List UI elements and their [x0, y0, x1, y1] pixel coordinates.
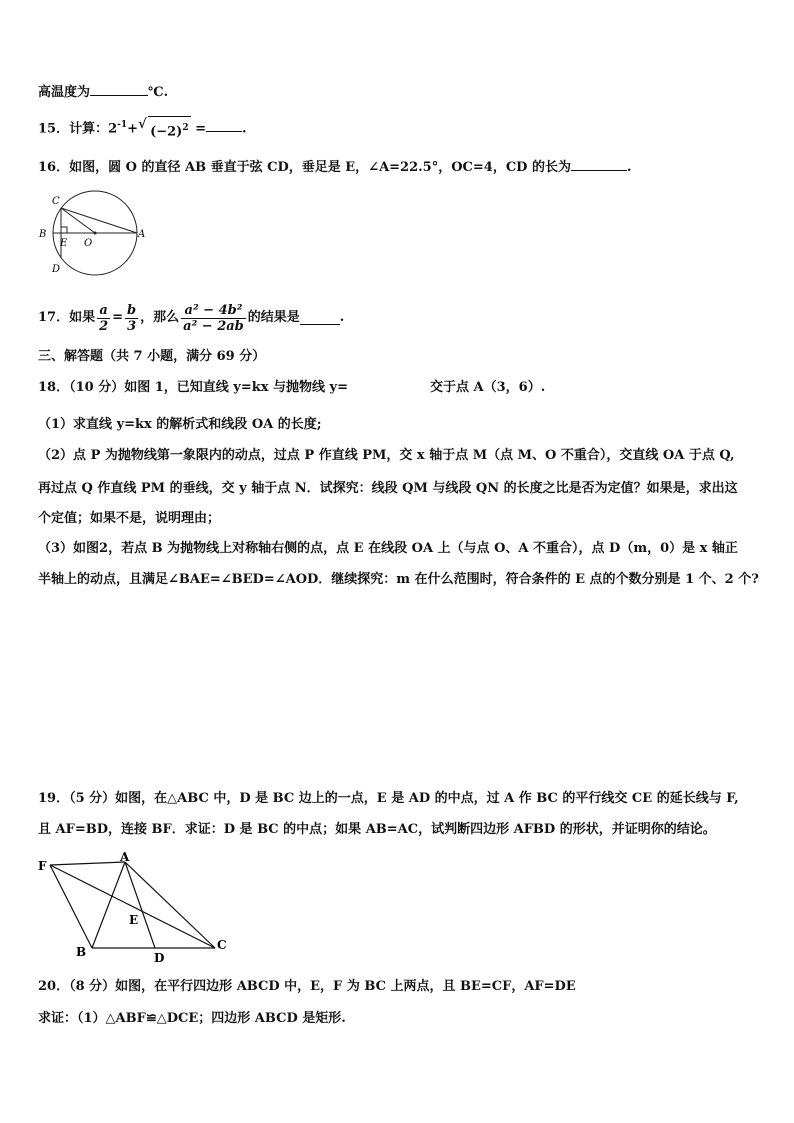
q18-part-3-line-2: 半轴上的动点，且满足∠BAE=∠BED=∠AOD．继续探究：m 在什么范围时，符合条件的 E 点的个数分别是 1 个、2 个?	[38, 572, 759, 587]
q14-text: 高温度为	[38, 85, 91, 100]
label-d: D	[154, 951, 165, 965]
segment-ac	[125, 862, 215, 948]
fraction-expression: $\frac{\text{a² − 4b²}}{\text{a² − 2ab}}$	[183, 302, 244, 334]
segment-fa	[50, 862, 125, 865]
label-o: O	[84, 238, 93, 249]
segment-fb	[50, 865, 92, 948]
q17-number: 17．如果	[38, 310, 96, 325]
q18-part-2-line-1: （2）点 P 为抛物线第一象限内的动点，过点 P 作直线 PM，交 x 轴于点 M（点 M、O 不重合），交直线 OA 于点 Q,	[38, 448, 735, 463]
right-angle-mark	[61, 227, 67, 233]
q15-radicand-exp: 2	[182, 123, 189, 134]
q15-label: 计算：	[69, 121, 109, 137]
q16-text: 16．如图，圆 O 的直径 AB 垂直于弦 CD，垂足是 E，∠A=22.5°，OC=4，CD 的长为	[38, 160, 571, 175]
segment-fc	[50, 865, 215, 948]
label-f: F	[38, 859, 47, 873]
q18-head	[38, 379, 545, 397]
q18-part-2-line-2: 再过点 Q 作直线 PM 的垂线，交 y 轴于点 N．试探究：线段 QM 与线段 QN 的长度之比是否为定值？如果是，求出这	[38, 481, 738, 496]
q15-number: 15．	[38, 121, 70, 137]
q18-part-2-line-3: 个定值；如果不是，说明理由；	[38, 511, 221, 526]
q15-plus: +	[127, 121, 139, 137]
q17-answer-blank[interactable]	[300, 311, 340, 325]
q18-head-text: 18．（10 分）如图 1，已知直线 y=kx 与抛物线 y=	[38, 380, 349, 395]
label-a: A	[120, 850, 130, 864]
q18-head-text-2: 交于点 A（3，6）.	[430, 380, 546, 395]
q17-equals: =	[112, 310, 124, 325]
q14-answer-blank[interactable]	[90, 82, 148, 96]
q16	[38, 157, 632, 177]
q14-tail	[38, 82, 168, 102]
segment-ca	[61, 208, 137, 233]
q17	[38, 298, 344, 338]
q19-parallelogram-figure	[34, 848, 234, 966]
label-d: D	[52, 264, 61, 275]
q15	[38, 116, 247, 140]
q14-unit: ℃.	[148, 85, 169, 100]
section-3-heading: 三、解答题（共 7 小题，满分 69 分）	[38, 349, 266, 364]
label-c: C	[217, 938, 227, 952]
q15-sqrt: √ $(-2)^2$	[138, 117, 189, 140]
q16-answer-blank[interactable]	[571, 157, 627, 171]
segment-oc	[61, 208, 95, 233]
q15-exponent: -1	[117, 120, 128, 130]
q15-answer-blank[interactable]	[206, 118, 242, 132]
q15-base: 2	[108, 121, 118, 137]
q20-line-2: 求证：（1）△ABF≌△DCE；四边形 ABCD 是矩形.	[38, 1011, 346, 1026]
label-e: E	[129, 913, 139, 927]
q15-radicand: (−2)	[150, 124, 183, 140]
q16-end: .	[626, 160, 632, 175]
q17-mid: ，那么	[140, 310, 180, 325]
label-b: B	[39, 229, 47, 240]
label-b: B	[76, 945, 87, 959]
label-c: C	[52, 196, 60, 207]
q18-part-3-line-1: （3）如图2，若点 B 为抛物线上对称轴右侧的点，点 E 在线段 OA 上（与点 O、A 不重合），点 D（m，0）是 x 轴正	[38, 541, 738, 556]
fraction-a-over-2: $\frac{a}{2}$	[99, 302, 109, 334]
q15-equals: =	[190, 121, 206, 137]
q17-end: .	[339, 310, 345, 325]
q16-circle-figure	[34, 184, 152, 276]
q20-line-1: 20．（8 分）如图，在平行四边形 ABCD 中，E，F 为 BC 上两点，且 BE=CF，AF=DE	[38, 979, 576, 994]
q17-tail: 的结果是	[247, 310, 300, 325]
q15-end: .	[242, 121, 247, 137]
center-point	[94, 232, 97, 235]
fraction-b-over-3: $\frac{b}{3}$	[127, 302, 137, 334]
q18-part-1: （1）求直线 y=kx 的解析式和线段 OA 的长度;	[38, 417, 322, 432]
segment-ab	[92, 862, 125, 948]
label-a: A	[138, 229, 146, 240]
q19-line-1: 19．（5 分）如图，在△ABC 中，D 是 BC 边上的一点，E 是 AD 的中点，过 A 作 BC 的平行线交 CE 的延长线与 F,	[38, 791, 739, 806]
q19-line-2: 且 AF=BD，连接 BF．求证：D 是 BC 的中点；如果 AB=AC，试判断四边形 AFBD 的形状，并证明你的结论。	[38, 822, 716, 837]
label-e: E	[60, 238, 68, 249]
